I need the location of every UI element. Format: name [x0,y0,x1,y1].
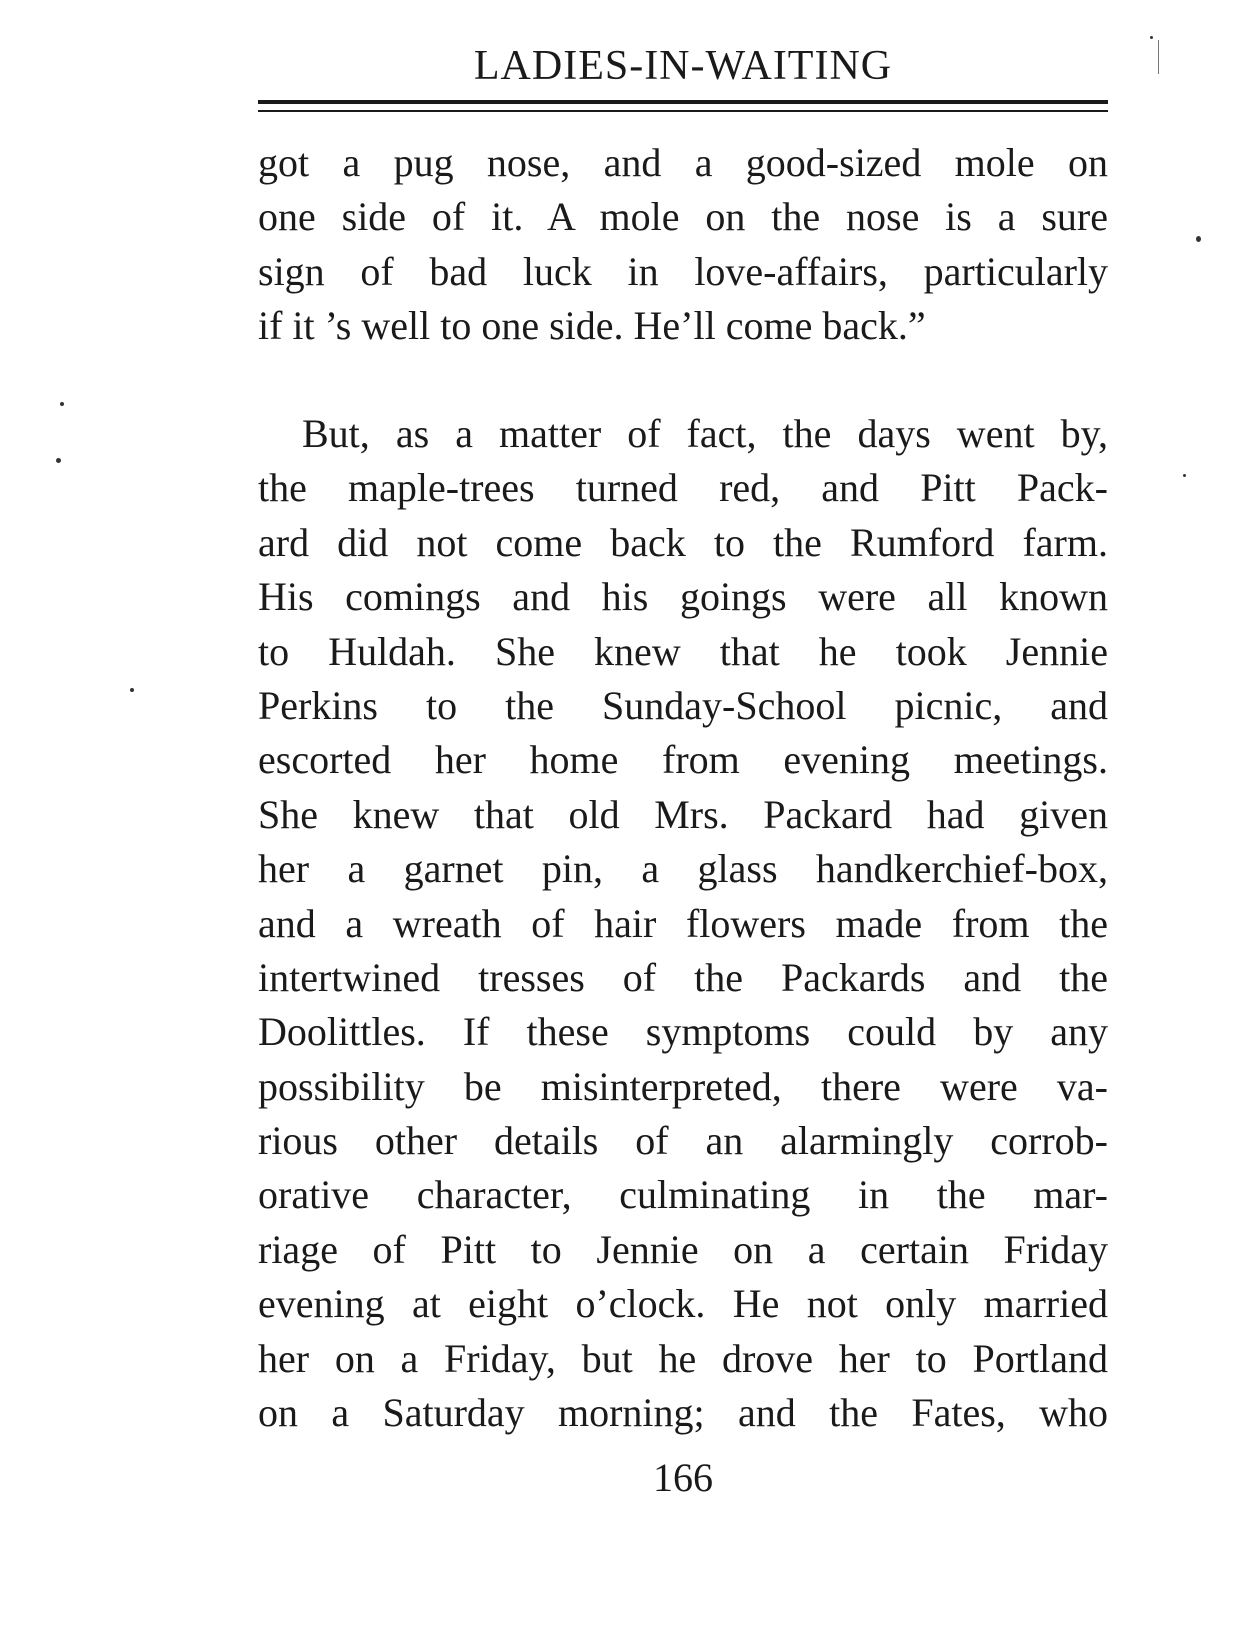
text-line: ard did not come back to the Rumford farm. [258,519,1108,565]
header-rule-thin [258,110,1108,112]
paragraph-2 [258,407,1108,1440]
text-line: But, as a matter of fact, the days went by, [302,411,1108,456]
text-line: escorted her home from evening meetings. [258,737,1108,783]
text-line: her on a Friday, but he drove her to Portland [258,1335,1108,1381]
scan-speck [1196,236,1201,242]
text-line: to Huldah. She knew that he took Jennie [258,628,1108,674]
scan-speck [60,402,64,406]
text-line: sign of bad luck in love-affairs, particularly [258,248,1108,294]
text-line: intertwined tresses of the Packards and the [258,954,1108,1000]
header-rule-thick [258,100,1108,104]
text-line: evening at eight o’clock. He not only married [258,1281,1108,1327]
running-head: LADIES-IN-WAITING [473,43,893,89]
scan-speck [1158,40,1159,74]
text-line: She knew that old Mrs. Packard had given [258,791,1108,837]
text-line: rious other details of an alarmingly corrob- [258,1118,1108,1164]
text-line: orative character, culminating in the mar- [258,1172,1108,1218]
text-line: on a Saturday morning; and the Fates, who [258,1390,1108,1436]
text-line: Perkins to the Sunday-School picnic, and [258,682,1108,728]
text-line: Doolittles. If these symptoms could by any [258,1009,1108,1055]
text-line: if it ’s well to one side. He’ll come back.” [258,303,926,349]
page-number: 166 [653,1455,713,1500]
paragraph-1 [258,136,1108,354]
scan-speck [56,458,61,463]
text-line: riage of Pitt to Jennie on a certain Friday [258,1226,1108,1272]
scan-speck [130,688,134,692]
scan-speck [1150,36,1153,39]
text-line: her a garnet pin, a glass handkerchief-box, [258,846,1108,892]
text-line: His comings and his goings were all known [258,574,1108,620]
text-line: and a wreath of hair flowers made from the [258,900,1108,946]
text-line: got a pug nose, and a good-sized mole on [258,140,1108,185]
scan-speck [1183,474,1186,477]
text-line: possibility be misinterpreted, there were va- [258,1063,1108,1109]
text-line: one side of it. A mole on the nose is a sure [258,194,1108,240]
text-line: the maple-trees turned red, and Pitt Pack- [258,465,1108,511]
